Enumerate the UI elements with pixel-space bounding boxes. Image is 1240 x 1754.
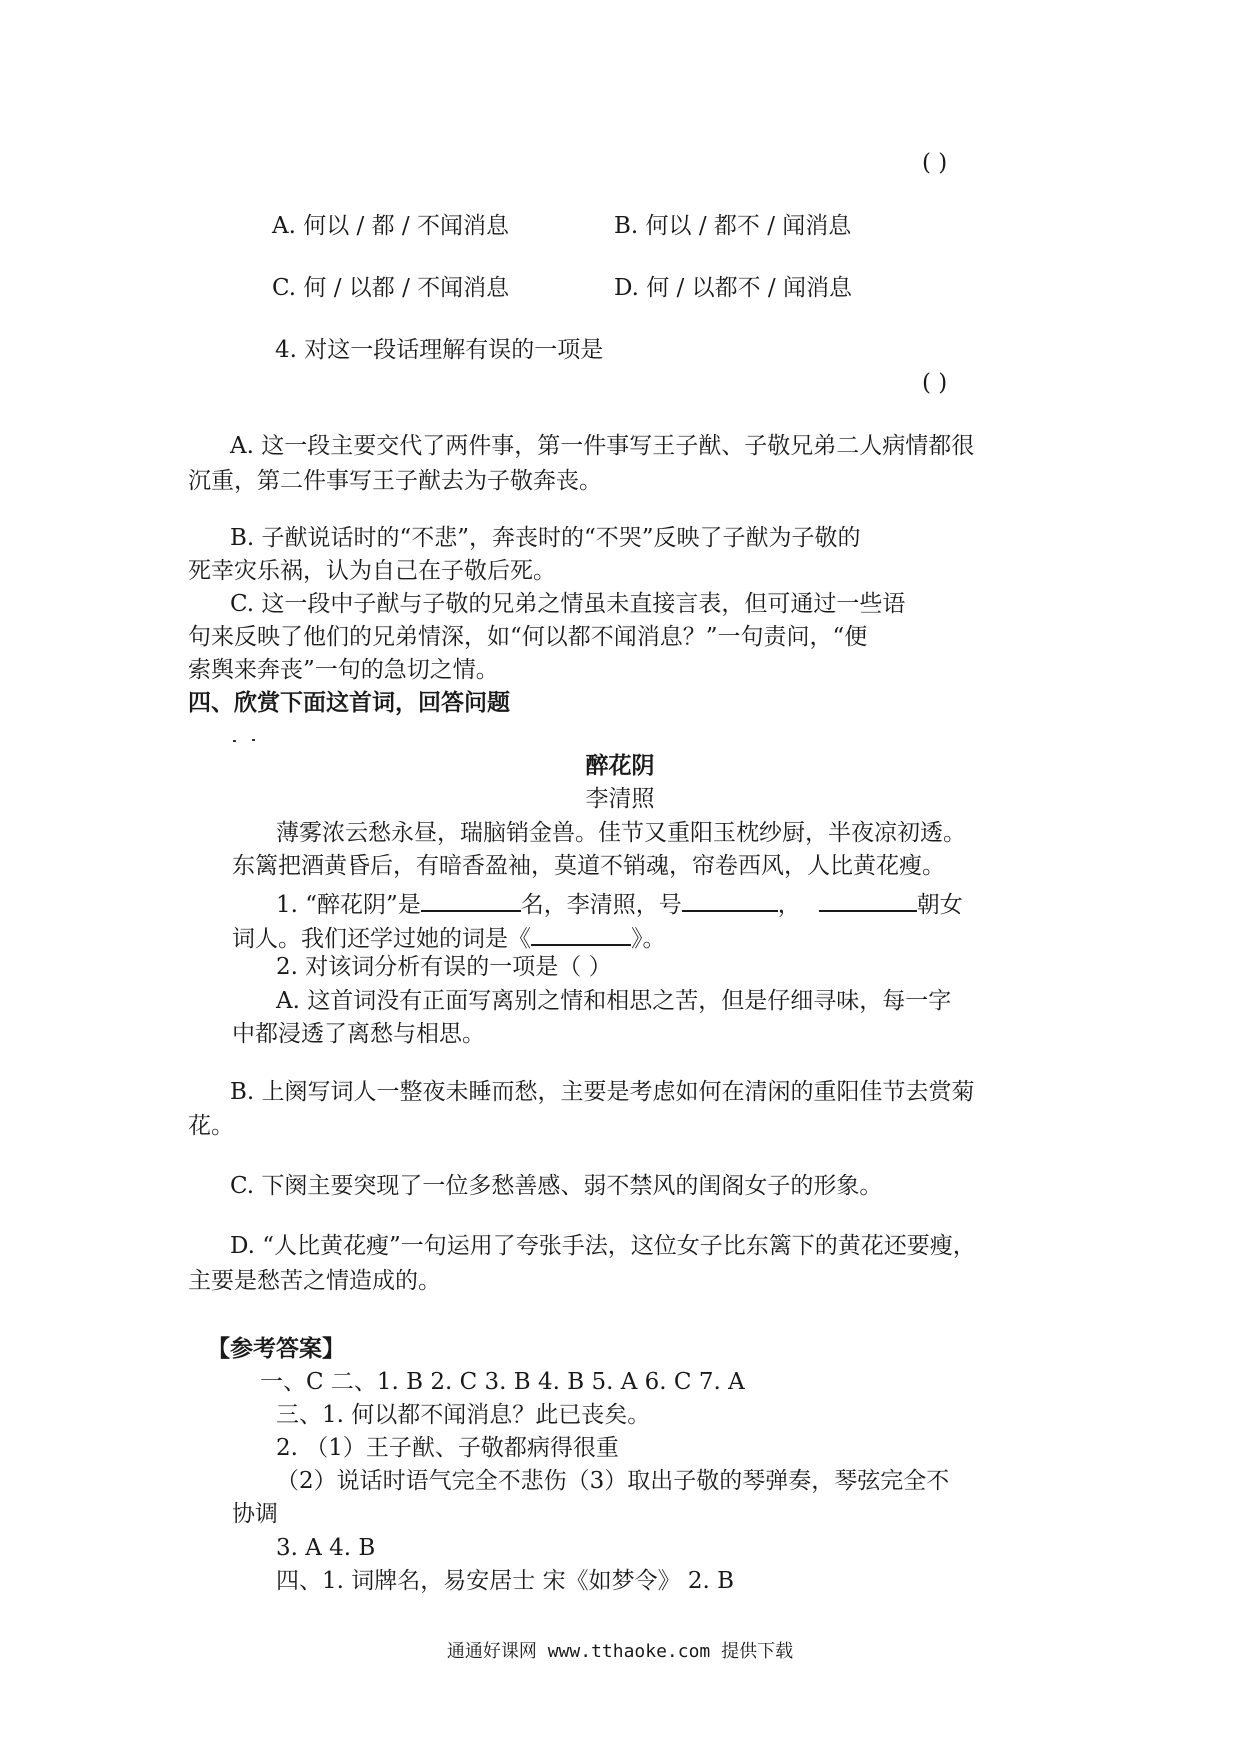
fill-blank-cipaiming[interactable]	[421, 884, 521, 912]
q4-option-c-line1: C. 这一段中子猷与子敬的兄弟之情虽未直接言表，但可通过一些语	[230, 591, 906, 617]
poem-author: 李清照	[585, 786, 655, 812]
answers-line-6: 3. A 4. B	[276, 1535, 376, 1561]
s4-q1-line2	[232, 918, 666, 955]
answers-line-3: 2. （1）王子猷、子敬都病得很重	[276, 1435, 619, 1461]
answers-line-5: 协调	[232, 1501, 278, 1527]
poem-line-1: 薄雾浓云愁永昼，瑞脑销金兽。佳节又重阳玉枕纱厨，半夜凉初透。	[276, 820, 966, 846]
answers-heading: 【参考答案】	[207, 1335, 345, 1362]
q4-option-a-line1: A. 这一段主要交代了两件事，第一件事写王子猷、子敬兄弟二人病情都很	[230, 433, 975, 459]
s4-q1-text-4: 朝女	[916, 892, 963, 918]
s4-q2-option-b-line1: B. 上阕写词人一整夜未睡而愁，主要是考虑如何在清闲的重阳佳节去赏菊	[230, 1079, 975, 1105]
s4-q2-option-a-line1: A. 这首词没有正面写离别之情和相思之苦，但是仔细寻味，每一字	[276, 988, 952, 1014]
answers-line-7: 四、1. 词牌名，易安居士 宋《如梦令》 2. B	[276, 1568, 735, 1594]
q3-answer-paren: ( )	[922, 150, 948, 176]
s4-q2-option-d-line1: D. “人比黄花瘦”一句运用了夸张手法，这位女子比东篱下的黄花还要瘦，	[230, 1233, 976, 1259]
fill-blank-ci-title[interactable]	[531, 918, 631, 946]
stray-mark	[252, 739, 255, 741]
s4-q2-option-d-line2: 主要是愁苦之情造成的。	[188, 1268, 441, 1294]
page-footer: 通通好课网 www.tthaoke.com 提供下载	[446, 1641, 794, 1662]
s4-q1-line1	[276, 884, 963, 921]
q4-option-c-line2: 句来反映了他们的兄弟情深，如“何以都不闻消息？”一句责问，“便	[188, 624, 868, 650]
q4-stem: 4. 对这一段话理解有误的一项是	[275, 337, 604, 363]
poem-line-2: 东篱把酒黄昏后，有暗香盈袖，莫道不销魂，帘卷西风，人比黄花瘦。	[232, 853, 945, 879]
section4-heading: 四、欣赏下面这首词，回答问题	[188, 689, 510, 716]
answers-line-2: 三、1. 何以都不闻消息？此已丧矣。	[276, 1402, 651, 1428]
s4-q1-text-3: ，	[777, 892, 801, 918]
q3-option-d: D. 何 / 以都不 / 闻消息	[614, 275, 852, 301]
s4-q1-text-6: 》。	[631, 926, 666, 952]
s4-q1-text-5: 词人。我们还学过她的词是《	[232, 926, 531, 952]
q4-option-a-line2: 沉重，第二件事写王子猷去为子敬奔丧。	[188, 468, 602, 494]
q3-option-c: C. 何 / 以都 / 不闻消息	[272, 275, 510, 301]
q4-option-b-line1: B. 子猷说话时的“不悲”，奔丧时的“不哭”反映了子猷为子敬的	[230, 525, 861, 551]
answers-line-1: 一、C 二、1. B 2. C 3. B 4. B 5. A 6. C 7. A	[260, 1369, 745, 1395]
s4-q2-stem: 2. 对该词分析有误的一项是（ ）	[276, 954, 612, 980]
q4-option-c-line3: 索舆来奔丧”一句的急切之情。	[188, 657, 499, 683]
q4-option-b-line2: 死幸灾乐祸，认为自己在子敬后死。	[188, 558, 556, 584]
q3-option-b: B. 何以 / 都不 / 闻消息	[614, 213, 852, 239]
stray-mark	[233, 740, 236, 742]
s4-q2-option-c: C. 下阕主要突现了一位多愁善感、弱不禁风的闺阁女子的形象。	[230, 1173, 883, 1199]
s4-q1-text-1: 1. “醉花阴”是	[276, 892, 421, 918]
s4-q2-option-a-line2: 中都浸透了离愁与相思。	[232, 1021, 485, 1047]
q3-option-a: A. 何以 / 都 / 不闻消息	[272, 213, 509, 239]
fill-blank-hao[interactable]	[682, 884, 778, 912]
answers-line-4: （2）说话时语气完全不悲伤（3）取出子敬的琴弹奏，琴弦完全不	[276, 1468, 950, 1494]
poem-title: 醉花阴	[585, 752, 655, 779]
s4-q1-text-2: 名，李清照，号	[520, 892, 682, 918]
s4-q2-option-b-line2: 花。	[188, 1113, 234, 1139]
q4-answer-paren: ( )	[922, 370, 948, 396]
fill-blank-dynasty[interactable]	[819, 884, 917, 912]
